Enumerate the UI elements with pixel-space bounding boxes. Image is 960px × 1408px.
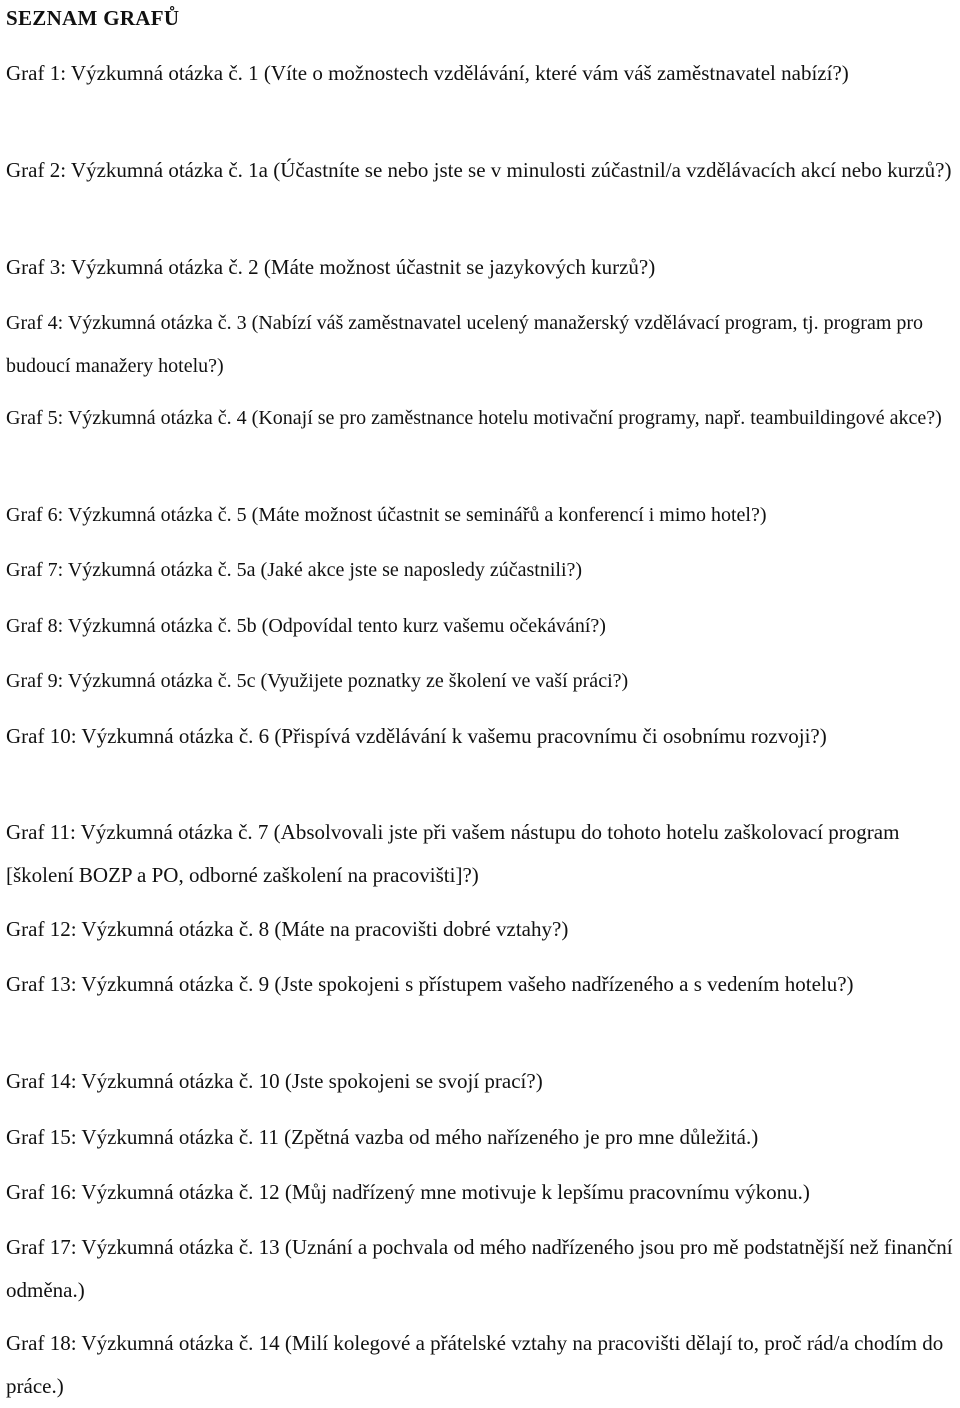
list-item: Graf 17: Výzkumná otázka č. 13 (Uznání a pochvala od mého nadřízeného jsou pro mě podstatnější než finanční odměna.)	[6, 1235, 953, 1302]
list-item: Graf 2: Výzkumná otázka č. 1a (Účastníte se nebo jste se v minulosti zúčastnil/a vzdělávacích akcí nebo kurzů?)	[6, 158, 952, 182]
list-item: Graf 3: Výzkumná otázka č. 2 (Máte možnost účastnit se jazykových kurzů?)	[6, 255, 656, 279]
list-item: Graf 8: Výzkumná otázka č. 5b (Odpovídal tento kurz vašemu očekávání?)	[6, 615, 606, 637]
list-item: Graf 10: Výzkumná otázka č. 6 (Přispívá vzdělávání k vašemu pracovnímu či osobnímu rozvoji?)	[6, 724, 827, 748]
list-item: Graf 7: Výzkumná otázka č. 5a (Jaké akce jste se naposledy zúčastnili?)	[6, 559, 583, 581]
list-item: Graf 5: Výzkumná otázka č. 4 (Konají se pro zaměstnance hotelu motivační programy, např. teambuildingové akce?)	[6, 407, 942, 429]
list-item: Graf 1: Výzkumná otázka č. 1 (Víte o možnostech vzdělávání, které vám váš zaměstnavatel nabízí?)	[6, 61, 849, 85]
list-item: Graf 4: Výzkumná otázka č. 3 (Nabízí váš zaměstnavatel ucelený manažerský vzdělávací program, tj. program pro budoucí manažery hotelu?)	[6, 312, 924, 377]
list-item: Graf 14: Výzkumná otázka č. 10 (Jste spokojeni se svojí prací?)	[6, 1069, 543, 1093]
page-title: SEZNAM GRAFŮ	[6, 6, 180, 30]
list-item: Graf 15: Výzkumná otázka č. 11 (Zpětná vazba od mého nařízeného je pro mne důležitá.)	[6, 1125, 759, 1149]
list-item: Graf 11: Výzkumná otázka č. 7 (Absolvovali jste při vašem nástupu do tohoto hotelu zaškolovací program [školení BOZP a PO, odborné zaškolení na pracovišti]?)	[6, 820, 900, 887]
list-item: Graf 6: Výzkumná otázka č. 5 (Máte možnost účastnit se seminářů a konferencí i mimo hotel?)	[6, 504, 767, 526]
list-item: Graf 12: Výzkumná otázka č. 8 (Máte na pracovišti dobré vztahy?)	[6, 917, 569, 941]
list-item: Graf 9: Výzkumná otázka č. 5c (Využijete poznatky ze školení ve vaší práci?)	[6, 670, 629, 692]
list-item: Graf 16: Výzkumná otázka č. 12 (Můj nadřízený mne motivuje k lepšímu pracovnímu výkonu.)	[6, 1180, 810, 1204]
list-item: Graf 13: Výzkumná otázka č. 9 (Jste spokojeni s přístupem vašeho nadřízeného a s vedením hotelu?)	[6, 972, 854, 996]
list-item: Graf 18: Výzkumná otázka č. 14 (Milí kolegové a přátelské vztahy na pracovišti dělají to, proč rád/a chodím do práce.)	[6, 1331, 944, 1398]
